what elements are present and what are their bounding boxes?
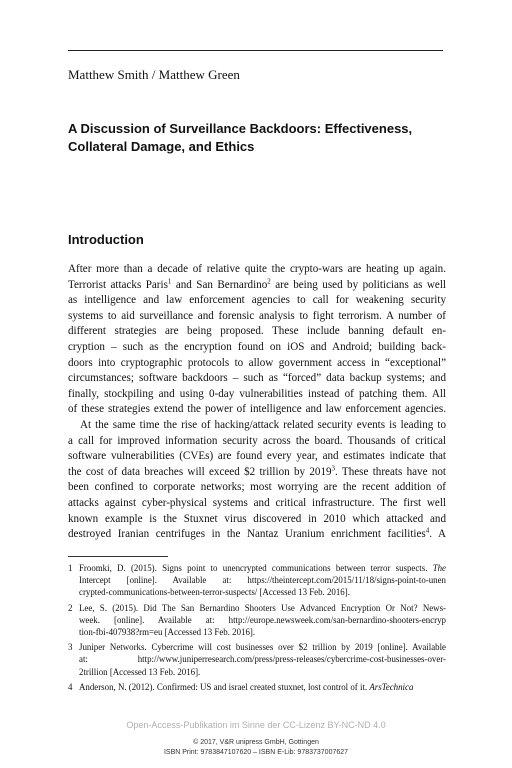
text-line: systems to aid surveillance and forensic analysis to fight terrorism. A number of xyxy=(68,309,446,322)
article-title-line: Collateral Damage, and Ethics xyxy=(68,139,255,154)
footnote-rule xyxy=(68,556,168,557)
footnote-ref[interactable]: 4 xyxy=(425,526,430,535)
text-line: Terrorist attacks Paris$^1$ and San Bernardino$^2$ are being used by politicians as well xyxy=(68,276,447,291)
footnote-text xyxy=(79,681,446,693)
isbn-line: ISBN Print: 9783847107620 – ISBN E-Lib: 9783737007627 xyxy=(163,748,349,756)
footnote-text xyxy=(79,641,446,678)
footnote-ref[interactable]: 1 xyxy=(167,276,172,285)
text-line: been confined to corporate networks; most worrying are the recent addition of xyxy=(68,481,446,494)
footnote-line: Froomki, D. (2015). Signs point to unencrypted communications between terror suspects. The xyxy=(79,563,446,573)
text-line: of these strategies extend the power of intelligence and law enforcement agencies. xyxy=(68,403,446,416)
text-line: After more than a decade of relative quite the crypto-wars are heating up again. xyxy=(68,263,446,275)
text-line: different strategies are being proposed. These include banning default en- xyxy=(68,325,446,338)
text-line: destroyed Iranian centrifuges in the Nantaz Uranium enrichment facilities$^4$. A xyxy=(68,526,447,541)
license-notice: Open-Access-Publikation im Sinne der CC-Lizenz BY-NC-ND 4.0 xyxy=(126,720,386,730)
footnote-line: tion-fbi-407938?rm=eu [Accessed 13 Feb. 2016]. xyxy=(79,627,256,638)
footnote-text xyxy=(79,602,446,639)
footnote-ref[interactable]: 3 xyxy=(331,464,336,473)
section-heading: Introduction xyxy=(68,232,144,247)
running-header-authors: Matthew Smith / Matthew Green xyxy=(68,67,240,82)
text-line: known example is the Stuxnet virus discovered in 2010 which attacked and xyxy=(68,512,446,525)
text-line: as intelligence and law enforcement agencies to call for weakening security xyxy=(68,294,446,307)
footnote-number: 2 xyxy=(68,602,73,613)
footnote-line: 2trillion [Accessed 13 Feb. 2016]. xyxy=(79,666,201,677)
footnote-line: crypted-communications-between-terror-suspects/ [Accessed 13 Feb. 2016]. xyxy=(79,587,350,598)
text-line: cryption – such as the encryption found on iOS and Android; building back- xyxy=(68,340,446,353)
footnote-line: at: http://www.juniperresearch.com/press/press-releases/cybercrime-cost-businesses-over- xyxy=(79,654,446,665)
text-line: doors into cryptographic protocols to allow government access in “exceptional” xyxy=(68,356,446,369)
footnote-text xyxy=(79,562,446,599)
article-title xyxy=(68,120,438,156)
body-text xyxy=(68,262,446,543)
text-line: finally, stockpiling and using 0-day vulnerabilities instead of patching them. All xyxy=(68,387,446,400)
article-title-line: A Discussion of Surveillance Backdoors: Effectiveness, xyxy=(68,121,413,136)
footnote xyxy=(68,681,446,693)
paragraph xyxy=(68,418,446,543)
text-line: attacks against cyber-physical systems and critical infrastructure. The first well xyxy=(68,496,446,509)
text-line: software vulnerabilities (CVEs) are found every year, and estimates indicate that xyxy=(68,450,446,463)
copyright-line: © 2017, V&R unipress GmbH, Gottingen xyxy=(193,739,319,746)
footnote xyxy=(68,602,446,639)
footnote-number: 1 xyxy=(68,563,73,573)
footnote-number: 4 xyxy=(68,681,73,692)
text-line: circumstances; software backdoors – such as “forced” data backup systems; and xyxy=(68,372,446,385)
footnote-line: Intercept [online]. Available at: https://theintercept.com/2015/11/18/signs-point-to-unen xyxy=(79,575,446,586)
footnote-line: week. [online]. Available at: http://europe.newsweek.com/san-bernardino-shooters-encryp xyxy=(79,614,446,625)
text-line: At the same time the rise of hacking/attack related security events is leading to xyxy=(80,418,446,431)
footnote xyxy=(68,641,446,678)
footnote-line: Anderson, N. (2012). Confirmed: US and israel created stuxnet, lost control of it. ArsTechnica xyxy=(79,681,414,692)
text-line: the cost of data breaches will exceed $2 trillion by 2019$^3$. These threats have not xyxy=(68,464,446,478)
footnote xyxy=(68,562,446,599)
publisher-info xyxy=(0,738,512,757)
footnote-line: Lee, S. (2015). Did The San Bernardino Shooters Use Advanced Encryption Or Not? News- xyxy=(79,602,446,613)
header-rule xyxy=(68,50,443,51)
paragraph xyxy=(68,262,446,418)
footnote-ref[interactable]: 2 xyxy=(267,276,271,285)
footnote-line: Juniper Networks. Cybercrime will cost businesses over $2 trillion by 2019 [online]. Available xyxy=(79,642,446,653)
text-line: a call for improved information security across the board. Thousands of critical xyxy=(68,434,446,447)
footnotes xyxy=(68,562,446,696)
footnote-number: 3 xyxy=(68,642,73,653)
